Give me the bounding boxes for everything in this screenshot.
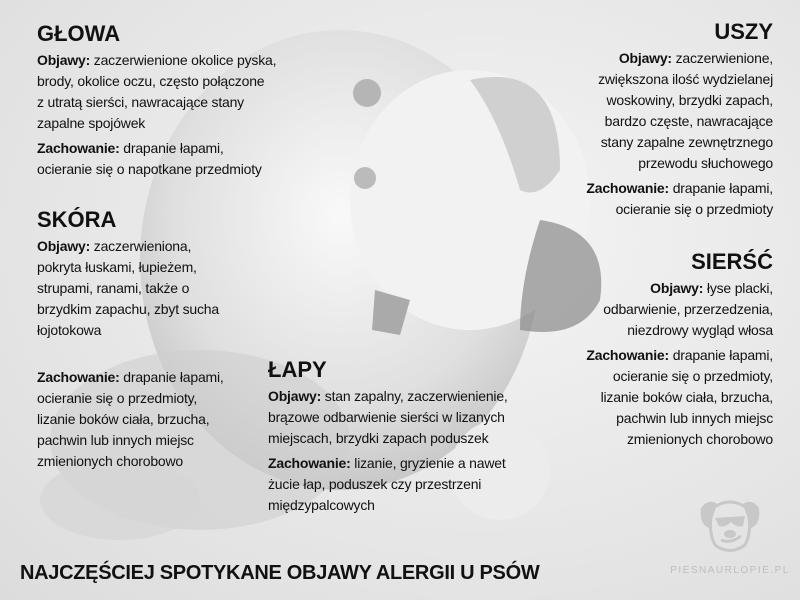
objawy-label: Objawy: <box>37 52 91 68</box>
zachowanie-block <box>268 453 508 516</box>
objawy-block <box>37 50 276 134</box>
text-line: miejscach, brzydki zapach poduszek <box>268 430 489 446</box>
zachowanie-block <box>37 367 224 472</box>
zachowanie-label: Zachowanie: <box>268 455 351 471</box>
section-title: GŁOWA <box>37 21 121 46</box>
text-line: zwiększona ilość wydzielanej <box>598 71 773 87</box>
text-line: łyse placki, <box>706 280 773 296</box>
text-line: strupami, ranami, także o <box>37 280 190 296</box>
zachowanie-label: Zachowanie: <box>37 140 120 156</box>
text-line: odbarwienie, przerzedzenia, <box>603 301 773 317</box>
footer-title: NAJCZĘŚCIEJ SPOTYKANE OBJAWY ALERGII U PSÓW <box>20 562 540 584</box>
objawy-block <box>586 48 773 174</box>
text-line: zmienionych chorobowo <box>627 431 773 447</box>
text-line: pokryta łuskami, łupieżem, <box>37 259 197 275</box>
text-line: drapanie łapami, <box>672 180 773 196</box>
text-line: ocieranie się o przedmioty, <box>612 368 773 384</box>
section-uszy <box>586 18 773 224</box>
text-line: żucie łap, poduszek czy przestrzeni <box>268 476 482 492</box>
text-line: zapalne spojówek <box>37 115 146 131</box>
text-line: zmienionych chorobowo <box>37 453 183 469</box>
text-line: pachwin lub innych miejsc <box>616 410 773 426</box>
text-line: ocieranie się o przedmioty, <box>37 390 198 406</box>
text-line: drapanie łapami, <box>123 369 224 385</box>
dog-sunglasses-icon <box>695 490 765 558</box>
text-line: lizanie, gryzienie a nawet <box>354 455 506 471</box>
text-line: lizanie boków ciała, brzucha, <box>37 411 210 427</box>
text-line: stany zapalne zewnętrznego <box>600 134 773 150</box>
objawy-label: Objawy: <box>37 238 91 254</box>
text-line: pachwin lub innych miejsc <box>37 432 194 448</box>
text-line: brzydkim zapachu, zbyt sucha <box>37 301 219 317</box>
text-line: z utratą sierści, nawracające stany <box>37 94 244 110</box>
section-title: SIERŚĆ <box>691 249 773 274</box>
text-line: woskowiny, brzydki zapach, <box>606 92 773 108</box>
text-line: łojotokowa <box>37 322 102 338</box>
section-title: ŁAPY <box>268 357 327 382</box>
section-glowa <box>37 20 276 184</box>
text-line: niezdrowy wygląd włosa <box>627 322 773 338</box>
text-line: bardzo częste, nawracające <box>604 113 773 129</box>
objawy-label: Objawy: <box>618 50 672 66</box>
objawy-block <box>268 386 508 449</box>
text-line: ocieranie się o przedmioty <box>615 201 773 217</box>
objawy-block <box>37 236 224 341</box>
section-siersc <box>586 248 773 454</box>
site-logo <box>660 490 800 576</box>
text-line: drapanie łapami, <box>672 347 773 363</box>
text-line: stan zapalny, zaczerwienienie, <box>324 388 508 404</box>
logo-text: PIESNAURLOPIE.PL <box>670 565 790 576</box>
objawy-block <box>586 278 773 341</box>
text-line: przewodu słuchowego <box>638 155 773 171</box>
objawy-label: Objawy: <box>650 280 704 296</box>
section-title: USZY <box>714 19 773 44</box>
text-line: drapanie łapami, <box>123 140 224 156</box>
text-line: brązowe odbarwienie sierści w lizanych <box>268 409 505 425</box>
text-line: brody, okolice oczu, często połączone <box>37 73 265 89</box>
section-title: SKÓRA <box>37 207 117 232</box>
zachowanie-label: Zachowanie: <box>586 347 669 363</box>
text-line: międzypalcowych <box>268 497 375 513</box>
zachowanie-block <box>586 178 773 220</box>
text-line: zaczerwieniona, <box>93 238 192 254</box>
objawy-label: Objawy: <box>268 388 322 404</box>
zachowanie-label: Zachowanie: <box>586 180 669 196</box>
zachowanie-block <box>586 345 773 450</box>
section-skora <box>37 206 224 476</box>
text-line: lizanie boków ciała, brzucha, <box>600 389 773 405</box>
text-line: ocieranie się o napotkane przedmioty <box>37 161 262 177</box>
text-line: zaczerwienione, <box>675 50 773 66</box>
section-lapy <box>268 356 508 520</box>
zachowanie-label: Zachowanie: <box>37 369 120 385</box>
zachowanie-block <box>37 138 276 180</box>
text-line: zaczerwienione okolice pyska, <box>93 52 277 68</box>
